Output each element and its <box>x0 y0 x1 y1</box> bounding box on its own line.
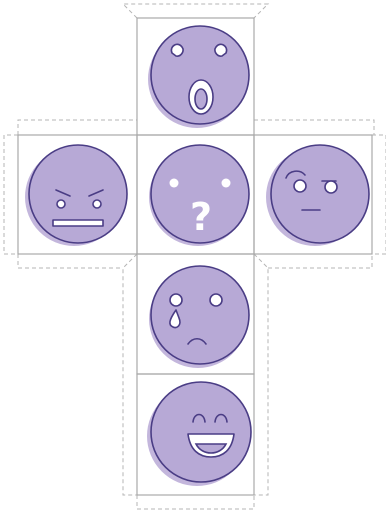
face-surprised <box>148 26 249 128</box>
face-angry <box>25 145 127 246</box>
face-sad-crying <box>149 266 249 368</box>
face-question <box>149 145 249 246</box>
face-skeptical <box>266 145 369 246</box>
question-mark-symbol: ? <box>189 195 213 239</box>
face-laughing <box>147 382 251 486</box>
